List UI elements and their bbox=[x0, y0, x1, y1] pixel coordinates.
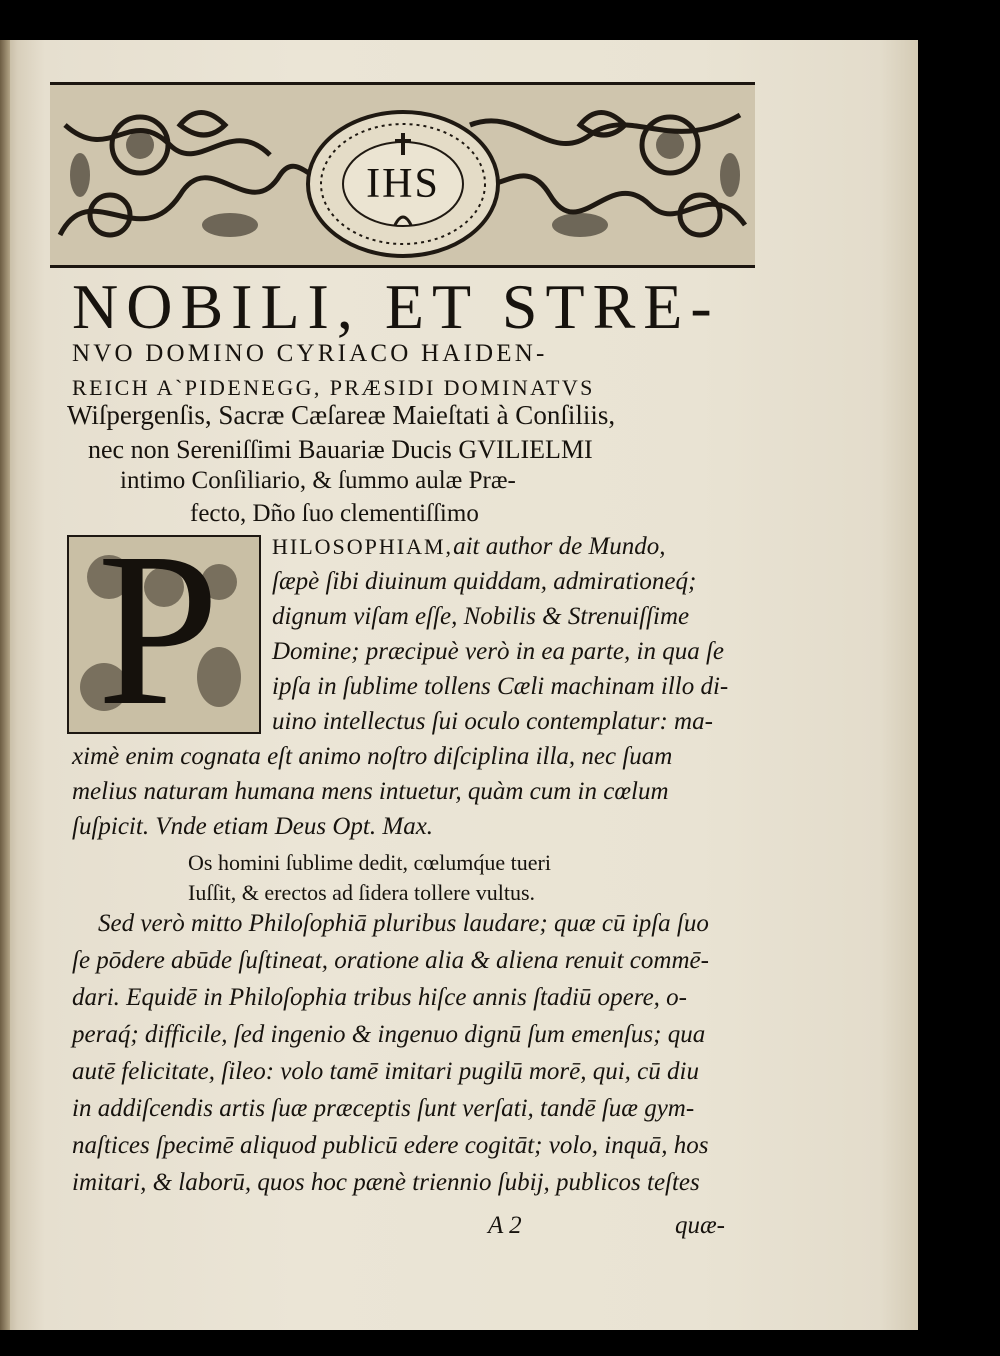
decorated-initial bbox=[67, 535, 261, 734]
dedication-line-5: intimo Conſiliario, & ſummo aulæ Præ- bbox=[120, 467, 516, 494]
body-line: ipſa in ſublime tollens Cæli machinam illo di- bbox=[272, 673, 729, 700]
dedication-line-1: NVO DOMINO CYRIACO HAIDEN- bbox=[72, 340, 548, 367]
paragraph-line: imitari, & laborū, quos hoc pænè triennio ſubij, publicos teſtes bbox=[72, 1169, 700, 1196]
dedication-line-4: nec non Sereniſſimi Bauariæ Ducis GVILIELMI bbox=[88, 435, 593, 464]
opening-word: HILOSOPHIAM, bbox=[272, 534, 454, 559]
page-gutter bbox=[0, 40, 10, 1330]
paragraph-line: Sed verò mitto Philoſophiā pluribus laudare; quæ cū ipſa ſuo bbox=[98, 910, 709, 937]
body-line: melius naturam humana mens intuetur, quàm cum in cœlum bbox=[72, 778, 669, 805]
initial-letter: P bbox=[97, 535, 220, 734]
paragraph-line: naſtices ſpecimē aliquod publicū edere cogitāt; volo, inquā, hos bbox=[72, 1132, 709, 1159]
body-line: ſuſpicit. Vnde etiam Deus Opt. Max. bbox=[72, 813, 434, 840]
catchword: quæ- bbox=[675, 1212, 725, 1239]
verse-line-1: Os homini ſublime dedit, cœlumq́ue tueri bbox=[188, 850, 551, 875]
verse-line-2: Iuſſit, & erectos ad ſidera tollere vultus. bbox=[188, 880, 536, 905]
dedication-line-6: fecto, Dño ſuo clementiſſimo bbox=[190, 500, 479, 527]
paragraph-line: dari. Equidē in Philoſophia tribus hiſce annis ſtadiū opere, o- bbox=[72, 984, 688, 1011]
body-line: Domine; præcipuè verò in ea parte, in qua ſe bbox=[272, 638, 724, 665]
page-title: NOBILI, ET STRE- bbox=[72, 271, 720, 342]
dedication-line-3: Wiſpergenſis, Sacræ Cæſareæ Maieſtati à Conſiliis, bbox=[67, 400, 616, 430]
ornamental-headpiece bbox=[50, 82, 755, 268]
paragraph-line: in addiſcendis artis ſuæ præceptis ſunt verſati, tandē ſuæ gym- bbox=[72, 1095, 695, 1122]
body-line: uino intellectus ſui oculo contemplatur: ma- bbox=[272, 708, 713, 735]
signature-mark: A 2 bbox=[488, 1212, 522, 1239]
dedication-line-2: REICH A`PIDENEGG, PRÆSIDI DOMINATVS bbox=[72, 375, 595, 400]
body-line: dignum viſam eſſe, Nobilis & Strenuiſſime bbox=[272, 603, 690, 630]
paragraph-line: peraq́; difficile, ſed ingenio & ingenuo dignū ſum emenſus; qua bbox=[72, 1021, 706, 1048]
opening-rest: ait author de Mundo, bbox=[453, 533, 666, 560]
paragraph-line: autē felicitate, ſileo: volo tamē imitari pugilū morē, qui, cū diu bbox=[72, 1058, 699, 1085]
paragraph-line: ſe pōdere abūde ſuſtineat, oratione alia & aliena renuit commē- bbox=[72, 947, 709, 974]
ihs-monogram: IHS bbox=[366, 161, 440, 207]
body-line: ximè enim cognata eſt animo noſtro diſciplina illa, nec ſuam bbox=[72, 743, 673, 770]
book-page bbox=[0, 40, 918, 1330]
body-line: ſæpè ſibi diuinum quiddam, admirationeq́; bbox=[272, 568, 697, 595]
body-line-first bbox=[272, 533, 666, 561]
